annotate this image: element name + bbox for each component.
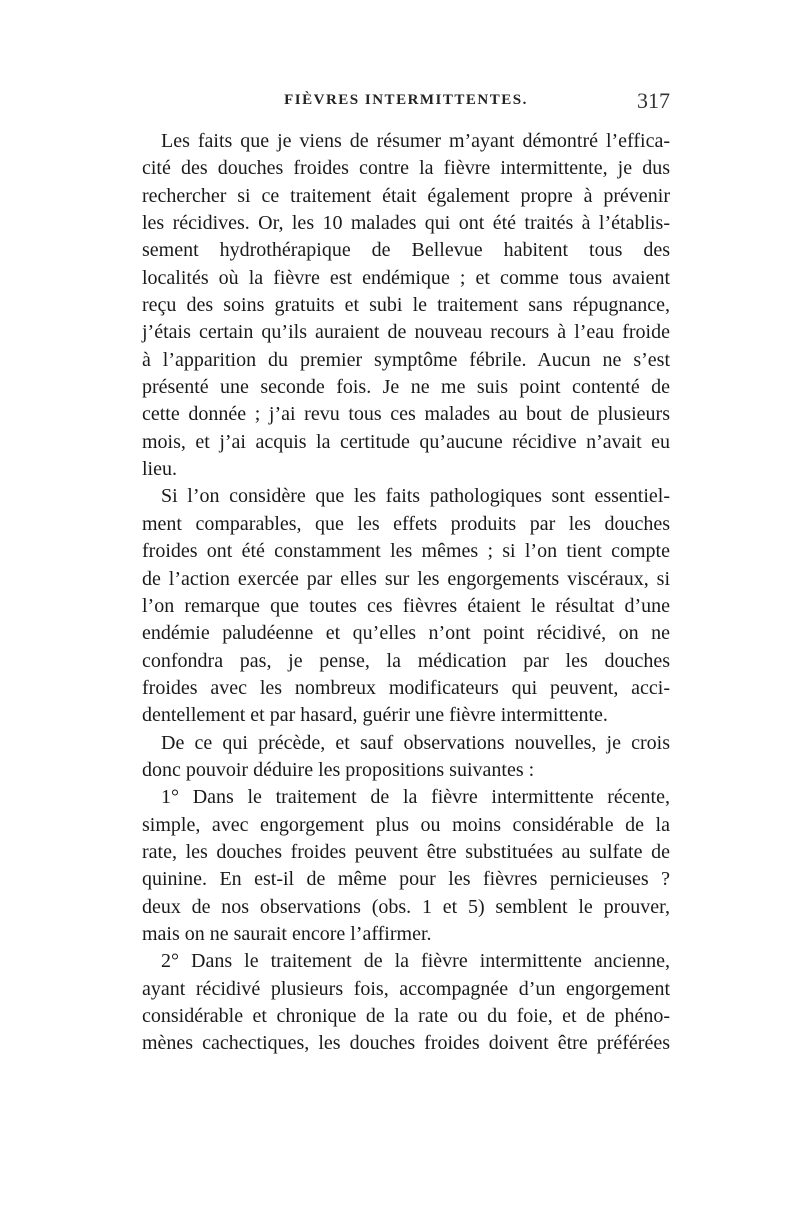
text-line: cité des douches froides contre la fièvre intermittente, je dus [142, 157, 670, 180]
text-line: 1° Dans le traitement de la fièvre intermittente récente, [161, 786, 670, 809]
text-line: froides ont été constamment les mêmes ; si l’on tient compte [142, 540, 670, 563]
running-title: FIÈVRES INTERMITTENTES. [284, 92, 528, 108]
text-line: lieu. [142, 458, 177, 481]
text-line: mais on ne saurait encore l’affirmer. [142, 922, 432, 945]
text-line: mois, et j’ai acquis la certitude qu’aucune récidive n’avait eu [142, 430, 670, 453]
text-line: mènes cachectiques, les douches froides doivent être préférées [142, 1032, 670, 1055]
text-line: quinine. En est-il de même pour les fièvres pernicieuses ? [142, 868, 670, 891]
text-line: rate, les douches froides peuvent être substituées au sulfate de [142, 840, 670, 863]
page-number: 317 [637, 88, 670, 113]
text-line: reçu des soins gratuits et subi le traitement sans répugnance, [142, 294, 670, 317]
text-line: 2° Dans le traitement de la fièvre intermittente ancienne, [161, 950, 670, 973]
text-line: deux de nos observations (obs. 1 et 5) semblent le prouver, [142, 895, 670, 918]
text-line: l’on remarque que toutes ces fièvres étaient le résultat d’une [142, 594, 670, 617]
text-line: j’étais certain qu’ils auraient de nouveau recours à l’eau froide [142, 321, 670, 344]
text-line: localités où la fièvre est endémique ; et comme tous avaient [142, 266, 670, 289]
text-line: rechercher si ce traitement était également propre à prévenir [142, 184, 670, 207]
text-line: les récidives. Or, les 10 malades qui ont été traités à l’établis- [142, 212, 670, 235]
text-line: à l’apparition du premier symptôme fébrile. Aucun ne s’est [142, 348, 670, 371]
text-line: donc pouvoir déduire les propositions suivantes : [142, 758, 535, 781]
text-line: simple, avec engorgement plus ou moins considérable de la [142, 813, 670, 836]
text-line: ment comparables, que les effets produits par les douches [142, 512, 670, 535]
text-line: ayant récidivé plusieurs fois, accompagnée d’un engorgement [142, 977, 670, 1000]
text-line: confondra pas, je pense, la médication par les douches [142, 649, 670, 672]
text-line: sement hydrothérapique de Bellevue habitent tous des [142, 239, 670, 262]
body-text [142, 128, 670, 1058]
text-line: De ce qui précède, et sauf observations nouvelles, je crois [161, 731, 670, 754]
page-header [142, 88, 670, 118]
text-line: froides avec les nombreux modificateurs qui peuvent, acci- [142, 676, 670, 699]
text-line: dentellement et par hasard, guérir une fièvre intermittente. [142, 704, 608, 727]
text-line: Les faits que je viens de résumer m’ayant démontré l’effica- [161, 130, 670, 152]
text-line: considérable et chronique de la rate ou du foie, et de phéno- [142, 1005, 670, 1027]
text-line: endémie paludéenne et qu’elles n’ont point récidivé, on ne [142, 622, 670, 645]
text-line: de l’action exercée par elles sur les engorgements viscéraux, si [142, 567, 670, 590]
text-line: cette donnée ; j’ai revu tous ces malades au bout de plusieurs [142, 403, 670, 426]
text-line: Si l’on considère que les faits pathologiques sont essentiel- [161, 485, 670, 508]
text-line: présenté une seconde fois. Je ne me suis point contenté de [142, 376, 670, 399]
